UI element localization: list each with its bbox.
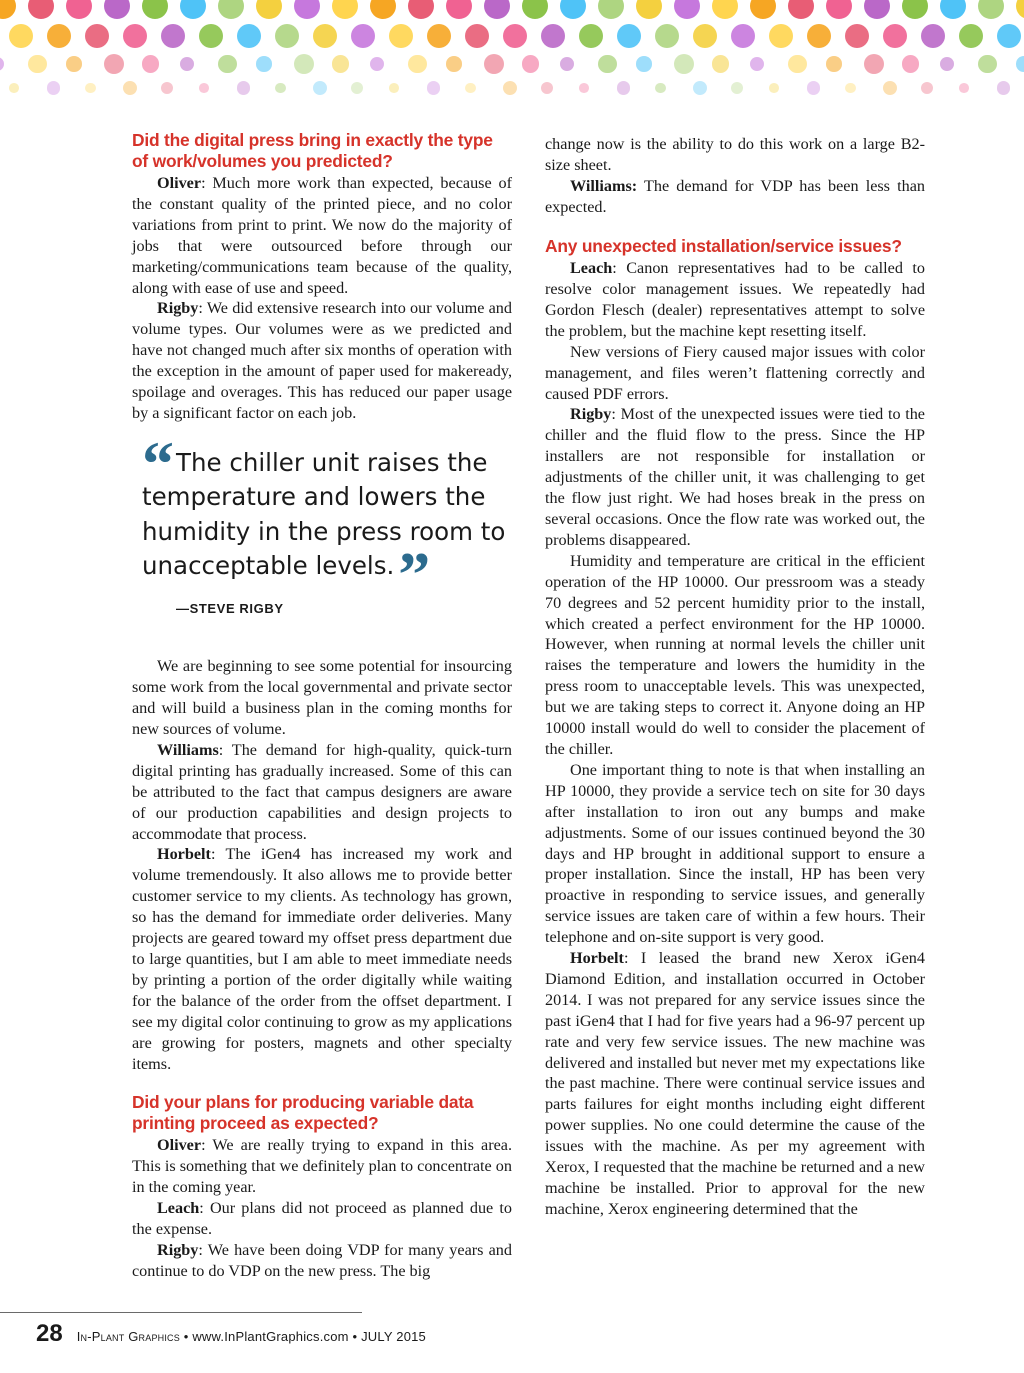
decorative-dot (560, 0, 586, 19)
speaker-name: Williams: (570, 176, 638, 195)
decorative-dot (921, 82, 933, 94)
page-footer (36, 1320, 426, 1350)
decorative-dot (332, 55, 349, 72)
decorative-dot (750, 0, 776, 19)
decorative-dot (66, 56, 82, 72)
speaker-name: Horbelt (157, 845, 211, 864)
decorative-dot (636, 56, 652, 72)
publication-website: www.InPlantGraphics.com (192, 1329, 349, 1344)
decorative-dot (9, 24, 33, 48)
decorative-dot (218, 55, 237, 74)
decorative-dot (769, 24, 793, 48)
pull-quote (142, 427, 512, 620)
decorative-dot (104, 54, 124, 74)
answer-text: : Much more work than expected, because of the constant quality of the printed piece, and no color variations from print to print. We now do the majority of jobs that were outsourced before through our marketing/communications team because of the quality, along with ease of use and speed. (132, 174, 512, 297)
speaker-name: Oliver (157, 1136, 202, 1155)
body-paragraph: One important thing to note is that when installing an HP 10000, they provide a service tech on site for 30 days after installation to iron out any bumps and make adjustments. Some of our issues continued beyond the 30 days and HP brought in additional support to ensure a proper installation. Since the install, HP has been very proactive in responding to service issues, and generally service issues are taken care of within a few hours. Their telephone and on-site support is very good. (545, 760, 925, 947)
body-paragraph: We are beginning to see some potential for insourcing some work from the local governmental and private sector and will build a business plan in the coming months for new sources of volume. (132, 657, 512, 738)
decorative-dot (28, 55, 47, 74)
decorative-dot (845, 83, 856, 94)
decorative-dot (47, 81, 60, 94)
decorative-dot (104, 0, 130, 19)
decorative-dot (180, 57, 194, 71)
decorative-dot (370, 0, 396, 19)
decorative-dot (237, 81, 250, 94)
decorative-dot (997, 81, 1010, 94)
decorative-dot (85, 24, 109, 48)
decorative-dot (351, 24, 375, 48)
decorative-dot (28, 0, 54, 19)
decorative-dot (807, 24, 831, 48)
decorative-dot (161, 24, 185, 48)
answer-paragraph (545, 404, 925, 550)
answer-paragraph (132, 740, 512, 845)
decorative-dot (940, 0, 966, 19)
decorative-dot (389, 24, 413, 48)
decorative-dot (522, 55, 539, 72)
footer-text (77, 1329, 426, 1344)
decorative-dot (275, 24, 299, 48)
continued-paragraph: change now is the ability to do this work on a large B2-size sheet. (545, 135, 925, 174)
decorative-dot (408, 55, 427, 74)
decorative-dot (484, 54, 504, 74)
answer-text: : The iGen4 has increased my work and volume tremendously. It also allows me to provide better customer service to my clients. As technology has grown, so has the demand for immediate order deliveries. Many projects are geared toward my offset press department due to large quantities, but I am able to meet immediate needs by printing a portion of the order digitally while waiting for the balance of the order from the offset department. I see my digital color continuing to grow as my applications are growing for posters, magnets and other specialty items. (132, 845, 512, 1073)
footer-bullet: • (183, 1329, 189, 1344)
answer-paragraph (132, 1240, 512, 1282)
decorative-dot (959, 24, 983, 48)
speaker-name: Rigby (157, 299, 199, 318)
answer-text: : We did extensive research into our volume and volume types. Our volumes were as we predicted and have not changed much after six months of operation with the exception in the amount of paper used for makeready, spoilage and overages. This has reduced our paper usage by a significant factor on each job. (132, 299, 512, 422)
answer-paragraph (132, 1198, 512, 1240)
decorative-dot (940, 57, 954, 71)
decorative-dot (978, 0, 1004, 19)
decorative-dot (997, 24, 1021, 48)
right-column (545, 134, 925, 1220)
decorative-dot (427, 24, 451, 48)
answer-text: : Canon representatives had to be called to resolve color management issues. We repeatedly had Gordon Flesch (dealer) representatives attempt to solve the problem, but the machine kept resetting itself. (545, 259, 925, 340)
decorative-dot (598, 0, 624, 19)
decorative-dot (484, 0, 510, 19)
answer-text: : Most of the unexpected issues were tied to the chiller and the fluid flow to the press. Since the HP installers are not responsible for installation or adjustments of the chiller unit, it was challenging to get the flow just right. We had hoses break in the press on several occasions. Once the flow rate was worked out, the problems disappeared. (545, 405, 925, 549)
decorative-dot (522, 0, 548, 19)
decorative-dot (256, 56, 272, 72)
decorative-dot (1016, 56, 1024, 72)
decorative-dot (712, 55, 729, 72)
decorative-dot (142, 0, 168, 19)
decorative-dot (883, 81, 897, 95)
answer-paragraph (132, 844, 512, 1074)
decorative-dot (427, 81, 440, 94)
decorative-dot (674, 54, 694, 74)
decorative-dot (180, 0, 206, 19)
answer-text: : The demand for high-quality, quick-turn digital printing has gradually increased. Some of this can be attributed to the fact that campus designers are aware of our production capabilities and design projects to accommodate that process. (132, 740, 512, 843)
answer-paragraph (132, 173, 512, 298)
decorative-dot (560, 57, 574, 71)
pull-quote-attribution: —STEVE RIGBY (176, 601, 284, 617)
decorative-dot (617, 24, 641, 48)
question-heading-variable-data: Did your plans for producing variable data printing proceed as expected? (132, 1092, 474, 1133)
decorative-dot (750, 57, 764, 71)
footer-bullet: • (352, 1329, 358, 1344)
answer-text: : I leased the brand new Xerox iGen4 Diamond Edition, and installation occurred in October 2014. I was not prepared for any service issues since the past iGen4 that I had for five years had a 96-97 percent up rate and very few service issues. The new machine was delivered and installed but never met my expectations like the past machine. There were continual service issues and parts failures for eight months including eight different power supplies. No one could determine the cause of the issues with the machine. As per my agreement with Xerox, I requested that the machine be returned and a new machine be installed. Prior to approval for the new machine, Xerox engineering determined that the (545, 949, 925, 1218)
pull-quote-text: The chiller unit raises the temperature and lowers the humidity in the press room to unacceptable levels. (142, 447, 506, 581)
decorative-dot (142, 55, 159, 72)
speaker-name: Williams (157, 740, 219, 759)
decorative-dot (332, 0, 358, 19)
speaker-name: Oliver (157, 174, 202, 192)
speaker-name: Rigby (570, 405, 612, 424)
decorative-dot (788, 0, 814, 19)
decorative-dot (655, 24, 679, 48)
decorative-dot (978, 55, 997, 74)
decorative-dot (598, 55, 617, 74)
decorative-dot (731, 24, 755, 48)
decorative-dot (66, 0, 92, 19)
decorative-dot (902, 0, 928, 19)
decorative-dot (313, 81, 327, 95)
answer-paragraph (545, 948, 925, 1220)
decorative-dot (503, 24, 527, 48)
page-number: 28 (36, 1320, 63, 1347)
question-heading-installation-issues: Any unexpected installation/service issues? (545, 235, 902, 256)
decorative-dot (446, 56, 462, 72)
decorative-dot (370, 57, 384, 71)
decorative-dot (826, 0, 852, 19)
footer-divider (0, 1312, 362, 1313)
decorative-dot (636, 0, 662, 19)
decorative-dot (579, 24, 603, 48)
decorative-dot (123, 24, 147, 48)
decorative-dot (864, 54, 884, 74)
decorative-dot (693, 24, 717, 48)
issue-date: JULY 2015 (361, 1329, 426, 1344)
decorative-dot (959, 83, 969, 93)
decorative-dot (731, 82, 743, 94)
answer-text: The demand for VDP has been less than expected. (545, 176, 925, 216)
decorative-dot (864, 0, 890, 19)
decorative-dot (218, 0, 244, 19)
decorative-dot (237, 24, 261, 48)
decorative-dot (294, 54, 314, 74)
decorative-dot (826, 56, 842, 72)
decorative-dot (807, 81, 820, 94)
decorative-dot (294, 0, 320, 19)
decorative-dot (275, 83, 286, 94)
decorative-dot (902, 55, 919, 72)
speaker-name: Leach (570, 259, 613, 278)
decorative-dot (1016, 0, 1024, 19)
decorative-dot (465, 24, 489, 48)
decorative-dot-pattern (0, 0, 1024, 110)
decorative-dot (0, 0, 16, 19)
decorative-dot (921, 24, 945, 48)
decorative-dot (503, 81, 517, 95)
decorative-dot (351, 82, 363, 94)
decorative-dot (123, 81, 137, 95)
decorative-dot (541, 24, 565, 48)
decorative-dot (693, 81, 707, 95)
open-quote-mark: “ (142, 427, 174, 499)
close-quote-mark: ” (398, 539, 431, 611)
decorative-dot (883, 24, 907, 48)
decorative-dot (47, 24, 71, 48)
answer-paragraph (545, 176, 925, 218)
decorative-dot (579, 83, 589, 93)
decorative-dot (788, 55, 807, 74)
answer-text: : Our plans did not proceed as planned due to the expense. (132, 1199, 512, 1239)
decorative-dot (256, 0, 282, 19)
decorative-dot (845, 24, 869, 48)
decorative-dot (199, 83, 209, 93)
answer-text: : We have been doing VDP for many years and continue to do VDP on the new press. The big (132, 1240, 512, 1280)
decorative-dot (408, 0, 434, 19)
answer-paragraph (545, 258, 925, 342)
decorative-dot (655, 83, 666, 94)
decorative-dot (769, 83, 779, 93)
decorative-dot (0, 57, 4, 71)
decorative-dot (617, 81, 630, 94)
question-heading-work-volumes: Did the digital press bring in exactly the type of work/volumes you predicted? (132, 130, 493, 171)
decorative-dot (446, 0, 472, 19)
decorative-dot (313, 24, 337, 48)
answer-paragraph (132, 298, 512, 423)
left-column (132, 130, 512, 1282)
decorative-dot (712, 0, 738, 19)
speaker-name: Horbelt (570, 949, 624, 968)
speaker-name: Leach (157, 1199, 200, 1218)
body-paragraph: New versions of Fiery caused major issues with color management, and files weren’t flattening correctly and caused PDF errors. (545, 342, 925, 403)
body-paragraph: Humidity and temperature are critical in the efficient operation of the HP 10000. Our pressroom was a steady 70 degrees and 52 percent humidity prior to the install, which created a perfect environment for the HP 10000. However, when running at normal levels the chiller unit raises the temperature and lowers the humidity in the press room to unacceptable levels. This was unexpected, but we are taking steps to correct it. Anyone doing an HP 10000 install would do well to consider the placement of the chiller. (545, 551, 925, 758)
speaker-name: Rigby (157, 1240, 199, 1259)
answer-text: : We are really trying to expand in this area. This is something that we definitely plan to concentrate on in the coming year. (132, 1136, 512, 1197)
decorative-dot (85, 83, 96, 94)
decorative-dot (389, 83, 399, 93)
answer-paragraph (132, 1135, 512, 1198)
publication-name: In-Plant Graphics (76, 1329, 180, 1344)
decorative-dot (465, 83, 476, 94)
decorative-dot (199, 24, 223, 48)
decorative-dot (161, 82, 173, 94)
decorative-dot (674, 0, 700, 19)
decorative-dot (541, 82, 553, 94)
decorative-dot (9, 83, 19, 93)
